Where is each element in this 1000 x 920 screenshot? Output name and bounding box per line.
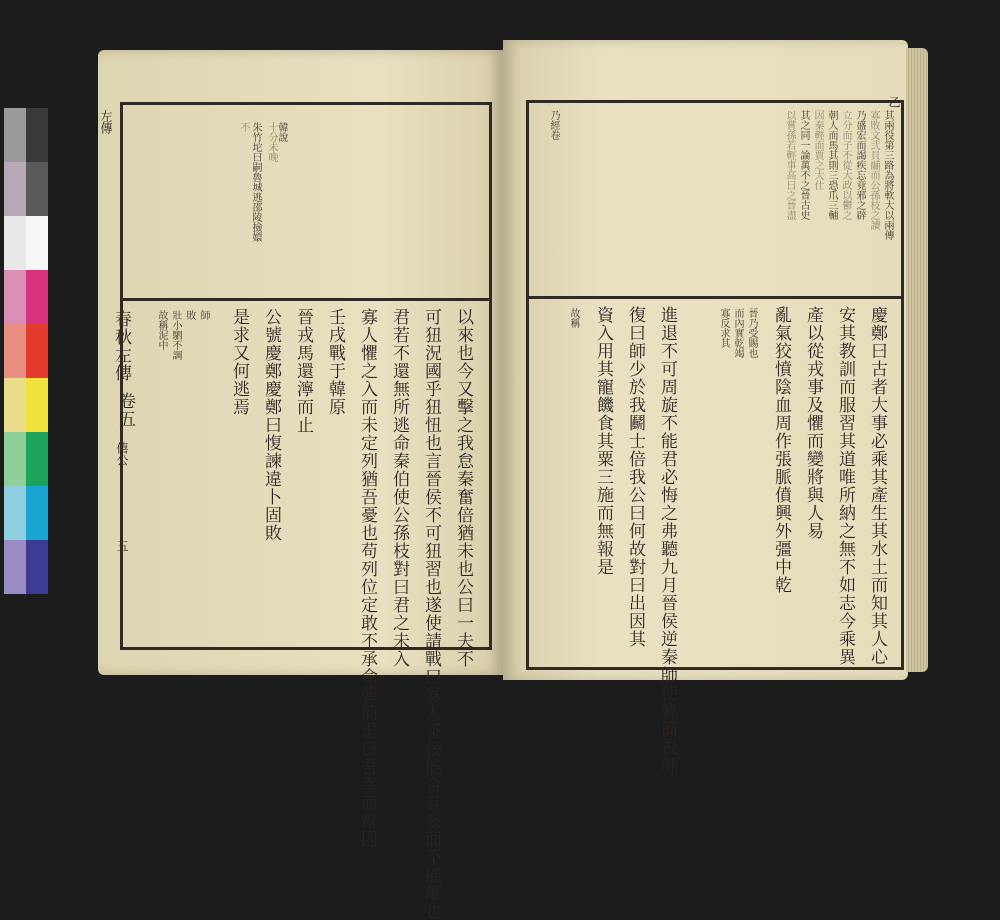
left-main-col-5: 壬戌戰于韓原 [325, 308, 345, 416]
right-margin-mark: 乙 [887, 96, 901, 108]
page-edges [906, 48, 928, 672]
left-margin-book-title: 春秋左傳 [111, 310, 131, 382]
right-main-col-4: 亂氣狡憤陰血周作張脈僨興外彊中乾 [771, 306, 791, 594]
left-main-col-4: 寡人懼之入而未定列猶吾憂也苟列位定敢不承命韓簡退曰吾幸而得囚 [357, 308, 377, 848]
left-main-col-6: 晉戎馬還濘而止 [293, 308, 313, 434]
left-main-col-3: 君若不還無所逃命秦伯使公孫枝對曰君之未入 [389, 308, 409, 668]
left-margin-title: 左傳 [99, 110, 113, 134]
left-commentary-1: 韓說 [276, 122, 287, 142]
right-divider [526, 296, 904, 299]
right-commentary-2: 寡敗文弐貝鬴而公孫枝之讀 [868, 110, 879, 230]
right-main-col-5: 進退不可周旋不能君必悔之弗聽九月晉侯逆秦師使韓簡視師 [657, 306, 677, 774]
right-main-col-1: 慶鄭曰古者大事必乘其產生其水土而知其人心 [867, 306, 887, 666]
right-main-col-3: 產以從戎事及懼而變將與人易 [803, 306, 823, 540]
left-commentary-4: 不 [238, 122, 249, 132]
right-note-3: 寡反求其 [718, 308, 729, 348]
right-note-1: 晉乃受賜也 [746, 308, 757, 358]
left-note-1: 師 [198, 310, 209, 320]
right-note-4: 故稱 [568, 308, 579, 328]
right-main-col-6: 復曰師少於我鬬士倍我公曰何故對曰出因其 [625, 306, 645, 648]
open-book [98, 40, 928, 920]
right-commentary-5: 朝人而馬其則三恐爪三輔 [826, 110, 837, 220]
right-main-col-7: 資入用其寵饑食其粟三施而無報是 [593, 306, 613, 576]
left-main-col-2: 可狃況國乎狃忸也言晉侯不可狃習也遂使請戰曰寡人不佞能合其衆而不能離也 [421, 308, 441, 920]
color-calibration-strip [4, 108, 48, 596]
left-note-2: 敗 [184, 310, 195, 320]
right-commentary-8: 以嘗孫若輕事高曰之晉盡 [784, 110, 795, 220]
left-commentary-3: 朱竹坨曰嗣魯城逃邵陵撿嬛 [250, 122, 261, 242]
left-main-col-8: 是求又何逃焉 [229, 308, 249, 416]
left-divider [120, 298, 492, 301]
left-note-4: 故稱泥中 [156, 310, 167, 350]
right-main-col-2: 安其教訓而服習其道唯所納之無不如志今乘異 [835, 306, 855, 666]
right-commentary-6: 因秦輕而賈之大仕 [812, 110, 823, 190]
left-margin-volume: 卷五 [115, 392, 135, 428]
left-note-3: 壯小駟不調 [170, 310, 181, 360]
left-main-col-1: 以來也今又擊之我怠秦奮倍猶未也公曰一夫不 [453, 308, 473, 668]
left-margin-duke: 僖公 [115, 442, 129, 466]
left-main-col-7: 公號慶鄭慶鄭曰愎諫違卜固敗 [261, 308, 281, 542]
right-commentary-3: 乃盛宏而謁疾忘竟邪之辟 [854, 110, 865, 220]
right-commentary-1: 其兩役第三路為將軟大以兩傳 [882, 110, 893, 240]
left-margin-folio: 五 [115, 540, 129, 552]
left-commentary-2: 十分未晚 [266, 122, 277, 162]
right-note-2: 而內實乾竭 [732, 308, 743, 358]
right-commentary-4: 立分而子不從大政以鬱之 [840, 110, 851, 220]
right-commentary-7: 其之同一論萬不之晉古史 [798, 110, 809, 220]
right-commentary-9: 乃經卷 [548, 110, 559, 140]
